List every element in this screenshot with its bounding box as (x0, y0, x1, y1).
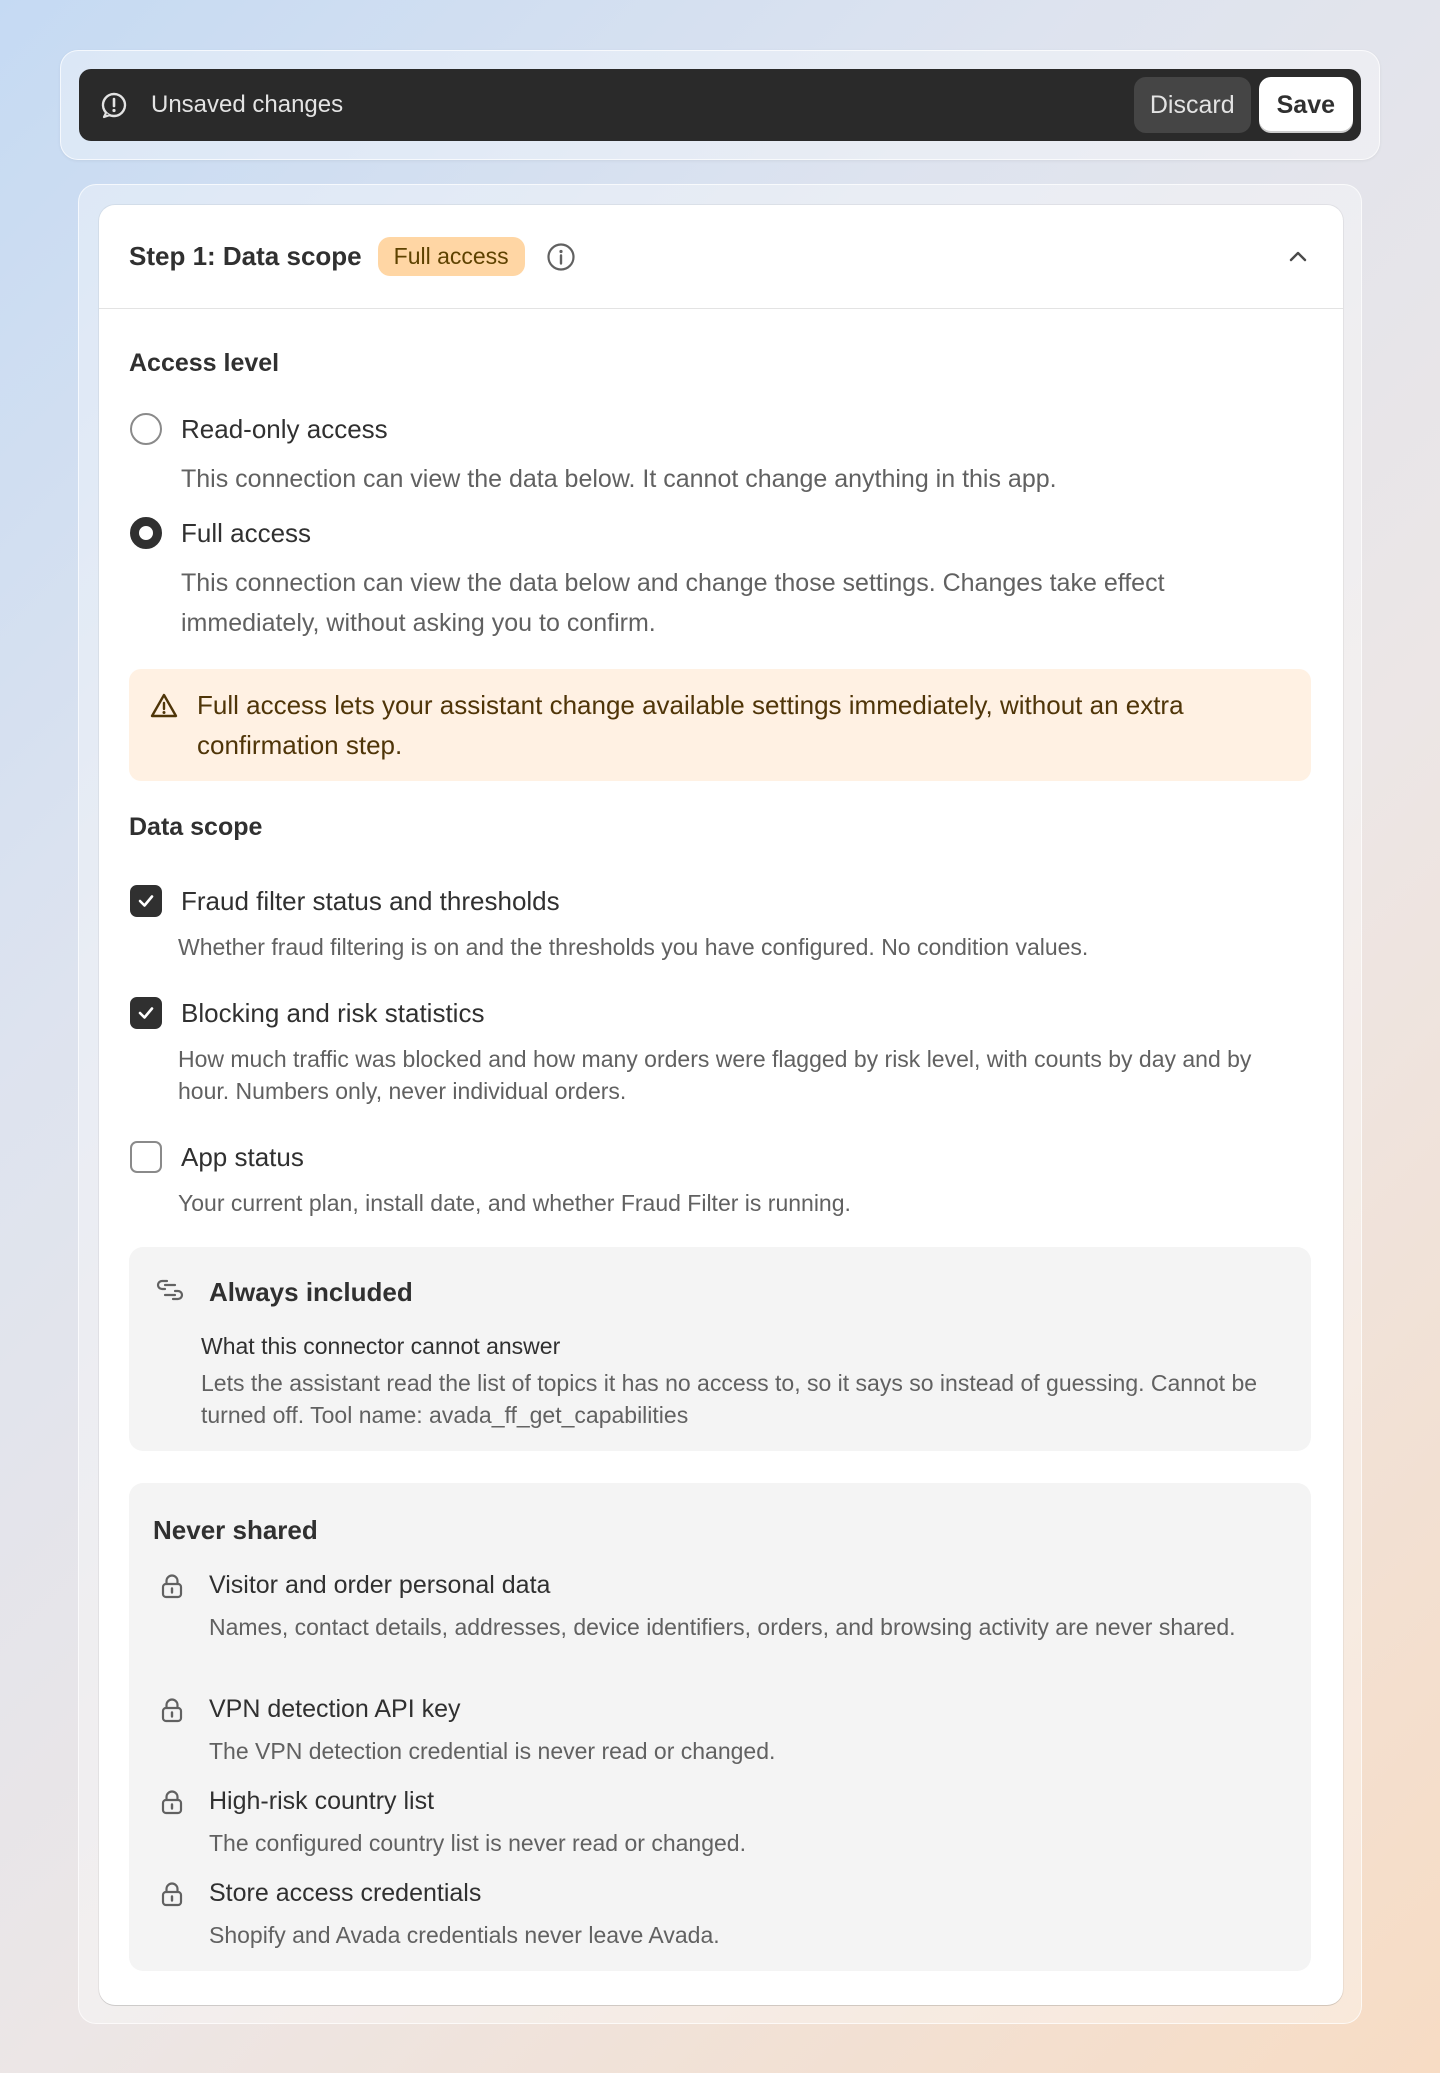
full-access-radio[interactable] (130, 517, 162, 549)
fraud-filter-checkbox[interactable] (130, 885, 162, 917)
app-status-checkbox[interactable] (130, 1141, 162, 1173)
save-button[interactable]: Save (1259, 77, 1353, 133)
capabilities-description: Lets the assistant read the list of topics it has no access to, so it says so instead of guessing. Cannot be turned off. Tool name: avada_ff_get_capabilities (201, 1370, 1258, 1428)
alert-circle-icon (99, 90, 129, 120)
blocking-stats-description: How much traffic was blocked and how many orders were flagged by risk level, with counts by day and by hour. Numbers only, never individual orders. (178, 1046, 1252, 1104)
never-shared-item-description: Names, contact details, addresses, device identifiers, orders, and browsing activity are never shared. (209, 1614, 1236, 1640)
never-shared-heading: Never shared (153, 1515, 318, 1545)
always-included-heading: Always included (209, 1277, 413, 1307)
checkmark-icon (136, 891, 156, 911)
save-bar-title: Unsaved changes (151, 91, 344, 118)
fraud-filter-label[interactable]: Fraud filter status and thresholds (181, 886, 560, 916)
blocking-stats-label[interactable]: Blocking and risk statistics (181, 998, 485, 1028)
never-shared-item-description: Shopify and Avada credentials never leave Avada. (209, 1922, 720, 1948)
app-status-description: Your current plan, install date, and whether Fraud Filter is running. (178, 1190, 851, 1216)
lock-icon (157, 1787, 187, 1817)
never-shared-item-title: High-risk country list (209, 1787, 435, 1815)
never-shared-item-title: Visitor and order personal data (209, 1571, 551, 1599)
step-title: Step 1: Data scope (129, 241, 362, 271)
lock-icon (157, 1571, 187, 1601)
warning-banner (129, 669, 1311, 781)
never-shared-item-description: The configured country list is never read or changed. (209, 1830, 746, 1856)
checkmark-icon (136, 1003, 156, 1023)
app-status-label[interactable]: App status (181, 1142, 304, 1172)
never-shared-item-title: Store access credentials (209, 1879, 482, 1907)
discard-button[interactable]: Discard (1134, 77, 1251, 133)
warning-triangle-icon (149, 691, 179, 726)
contextual-save-bar (79, 69, 1361, 141)
access-level-heading: Access level (129, 349, 280, 377)
capabilities-title: What this connector cannot answer (201, 1333, 561, 1359)
never-shared-panel (129, 1483, 1311, 1971)
read-only-label[interactable]: Read-only access (181, 414, 388, 444)
full-access-description: This connection can view the data below and change those settings. Changes take effect immediately, without asking you to confirm. (181, 569, 1165, 637)
data-scope-heading: Data scope (129, 813, 263, 841)
info-icon[interactable] (545, 241, 577, 273)
never-shared-item-title: VPN detection API key (209, 1695, 461, 1723)
chevron-up-icon[interactable] (1283, 242, 1313, 272)
lock-icon (157, 1879, 187, 1909)
always-included-panel (129, 1247, 1311, 1451)
read-only-radio[interactable] (130, 413, 162, 445)
fraud-filter-description: Whether fraud filtering is on and the thresholds you have configured. No condition values. (178, 934, 1089, 960)
step-header[interactable] (99, 205, 1343, 309)
full-access-label[interactable]: Full access (181, 518, 312, 548)
blocking-stats-checkbox[interactable] (130, 997, 162, 1029)
save-bar-container (60, 50, 1380, 160)
status-badge: Full access (378, 237, 525, 276)
step-card (99, 205, 1343, 2005)
card-container (78, 184, 1362, 2024)
link-icon (155, 1275, 185, 1310)
read-only-description: This connection can view the data below. It cannot change anything in this app. (181, 465, 1057, 493)
warning-text: Full access lets your assistant change available settings immediately, without an extra confirmation step. (197, 690, 1184, 760)
lock-icon (157, 1695, 187, 1725)
never-shared-item-description: The VPN detection credential is never read or changed. (209, 1738, 776, 1764)
